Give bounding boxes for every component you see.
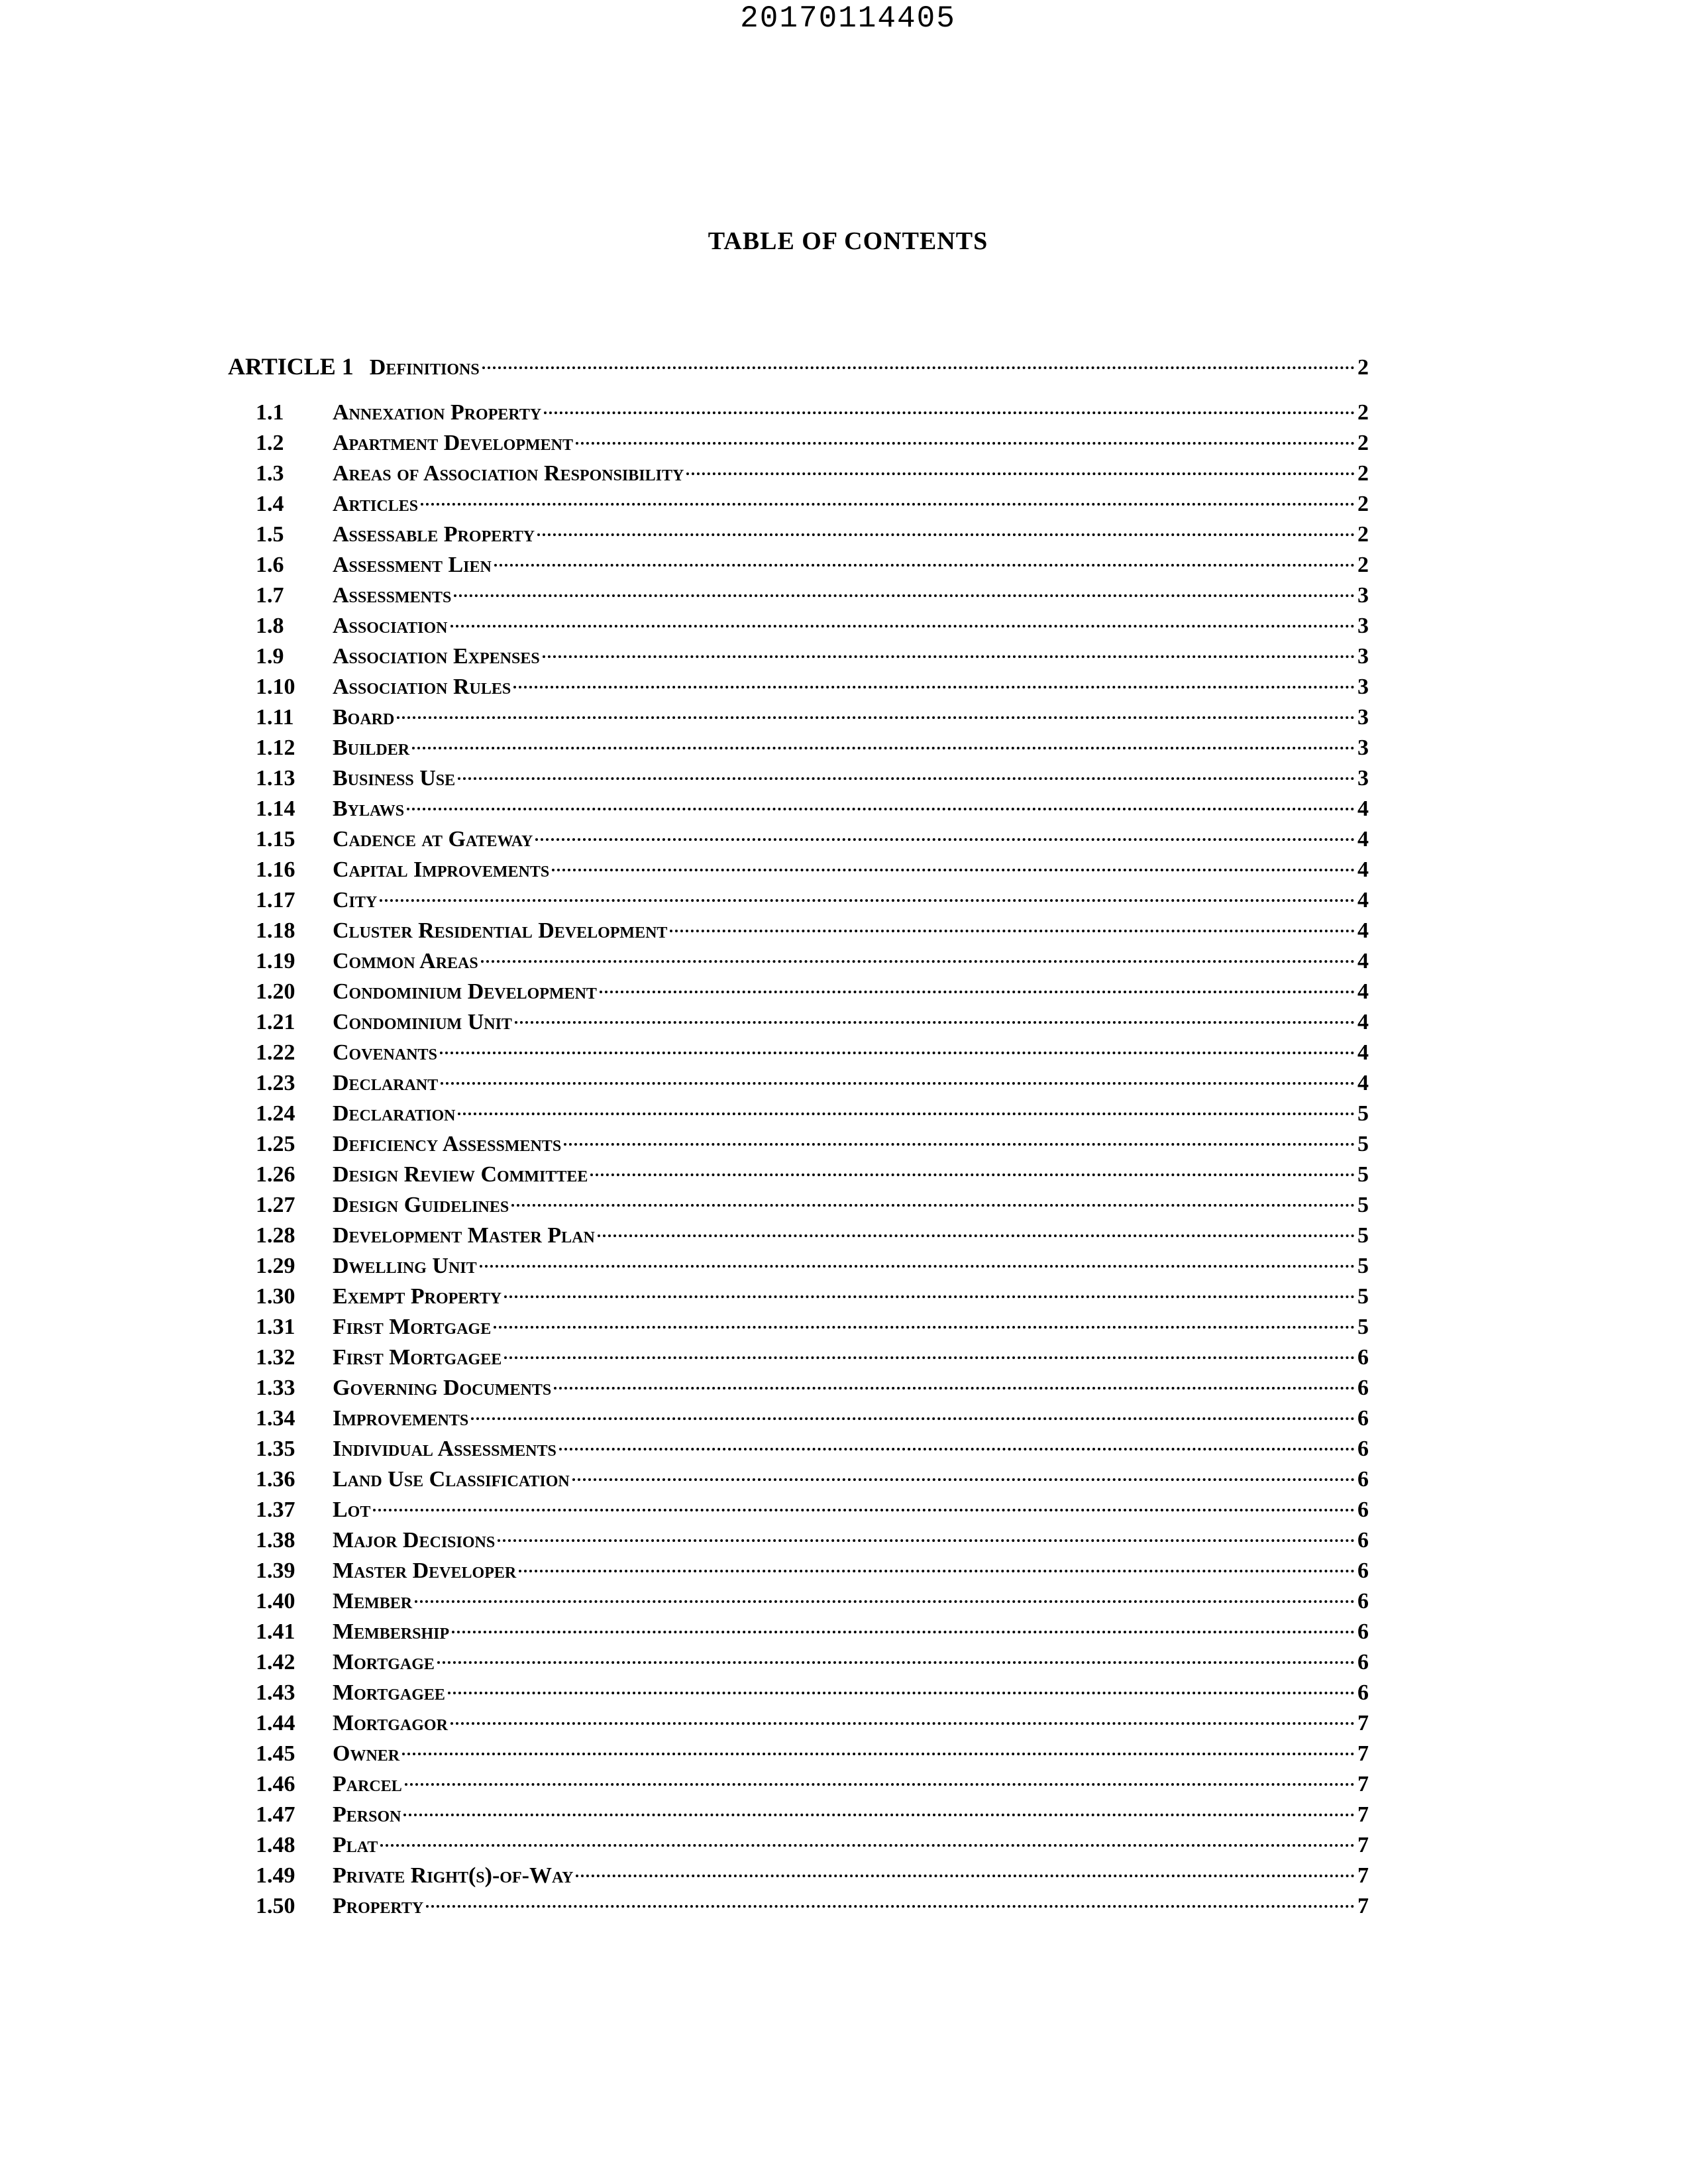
entry-number: 1.16 — [256, 857, 295, 882]
entry-title: Governing Documents — [333, 1376, 552, 1400]
toc-entry[interactable] — [256, 702, 1369, 733]
entry-title: Member — [333, 1589, 413, 1613]
entry-title: Lot — [333, 1498, 371, 1522]
entry-number: 1.26 — [256, 1162, 295, 1187]
entry-page-number: 5 — [1357, 1193, 1369, 1217]
article-label: ARTICLE 1 — [228, 353, 354, 380]
entry-title: Mortgagee — [333, 1680, 445, 1705]
entry-number: 1.18 — [256, 918, 295, 943]
entry-title: Condominium Development — [333, 979, 597, 1004]
entry-number: 1.45 — [256, 1741, 295, 1766]
dot-leader — [576, 442, 1355, 445]
toc-entry[interactable] — [256, 672, 1369, 702]
entry-page-number: 5 — [1357, 1223, 1369, 1248]
toc-entry[interactable] — [256, 398, 1369, 428]
entry-number: 1.44 — [256, 1711, 295, 1735]
entry-number: 1.38 — [256, 1528, 295, 1553]
dot-leader — [511, 1204, 1355, 1207]
entry-page-number: 3 — [1357, 644, 1369, 669]
entry-page-number: 7 — [1357, 1802, 1369, 1827]
entry-page-number: 4 — [1357, 979, 1369, 1004]
toc-entry[interactable] — [256, 1830, 1369, 1861]
entry-page-number: 6 — [1357, 1619, 1369, 1644]
dot-leader — [554, 1387, 1355, 1390]
dot-leader — [494, 564, 1355, 567]
entry-number: 1.9 — [256, 644, 284, 669]
dot-leader — [572, 1478, 1355, 1481]
entry-number: 1.17 — [256, 888, 295, 912]
entry-title: Bylaws — [333, 796, 405, 821]
dot-leader — [458, 1113, 1355, 1115]
entry-page-number: 4 — [1357, 827, 1369, 851]
dot-leader — [590, 1174, 1355, 1176]
toc-entry[interactable] — [256, 916, 1369, 946]
dot-leader — [402, 1753, 1355, 1755]
toc-entry[interactable] — [256, 1678, 1369, 1708]
dot-leader — [454, 594, 1355, 597]
toc-entry[interactable] — [256, 1099, 1369, 1129]
entry-number: 1.46 — [256, 1772, 295, 1796]
entry-number: 1.32 — [256, 1345, 295, 1370]
toc-entry[interactable] — [256, 1007, 1369, 1038]
entry-number: 1.23 — [256, 1071, 295, 1095]
entry-title: Person — [333, 1802, 401, 1827]
dot-leader — [380, 899, 1355, 902]
entry-title: Assessments — [333, 583, 452, 608]
toc-entry[interactable] — [256, 1282, 1369, 1312]
toc-entry[interactable] — [256, 1434, 1369, 1464]
entry-page-number: 3 — [1357, 705, 1369, 730]
toc-entry[interactable] — [256, 1495, 1369, 1525]
entry-page-number: 2 — [1357, 400, 1369, 425]
entry-page-number: 4 — [1357, 1071, 1369, 1095]
dot-leader — [405, 1783, 1355, 1786]
entry-page-number: 4 — [1357, 1010, 1369, 1034]
entry-page-number: 7 — [1357, 1741, 1369, 1766]
toc-entry[interactable] — [256, 977, 1369, 1007]
toc-entry[interactable] — [256, 611, 1369, 641]
entry-title: Design Review Committee — [333, 1162, 588, 1187]
dot-leader — [600, 991, 1355, 993]
toc-article-heading[interactable] — [228, 351, 1369, 382]
entry-number: 1.5 — [256, 522, 284, 547]
toc-entry[interactable] — [256, 1891, 1369, 1922]
dot-leader — [564, 1143, 1355, 1146]
toc-entry[interactable] — [256, 1617, 1369, 1647]
entry-page-number: 7 — [1357, 1833, 1369, 1857]
entry-page-number: 5 — [1357, 1315, 1369, 1339]
entry-title: Assessable Property — [333, 522, 535, 547]
entry-title: Declarant — [333, 1071, 439, 1095]
entry-title: Dwelling Unit — [333, 1254, 477, 1278]
toc-entry[interactable] — [256, 1647, 1369, 1678]
entry-page-number: 3 — [1357, 614, 1369, 638]
toc-entry[interactable] — [256, 641, 1369, 672]
toc-entry[interactable] — [256, 1708, 1369, 1739]
dot-leader — [437, 1661, 1355, 1664]
dot-leader — [450, 1722, 1355, 1725]
toc-entry[interactable] — [256, 550, 1369, 580]
dot-leader — [458, 777, 1355, 780]
dot-leader — [471, 1417, 1355, 1420]
toc-entry[interactable] — [256, 1038, 1369, 1068]
dot-leader — [448, 1692, 1355, 1694]
entry-number: 1.41 — [256, 1619, 295, 1644]
entry-number: 1.27 — [256, 1193, 295, 1217]
entry-title: Assessment Lien — [333, 553, 492, 577]
entry-number: 1.29 — [256, 1254, 295, 1278]
entry-page-number: 6 — [1357, 1437, 1369, 1461]
dot-leader — [373, 1509, 1355, 1511]
dot-leader — [535, 838, 1355, 841]
entry-number: 1.49 — [256, 1863, 295, 1888]
toc-entry[interactable] — [256, 1190, 1369, 1221]
dot-leader — [441, 1082, 1355, 1085]
entry-page-number: 3 — [1357, 736, 1369, 760]
dot-leader — [403, 1814, 1355, 1816]
entry-page-number: 2 — [1357, 431, 1369, 455]
toc-entry[interactable] — [256, 885, 1369, 916]
entry-title: Builder — [333, 736, 410, 760]
entry-title: Exempt Property — [333, 1284, 502, 1309]
entry-number: 1.8 — [256, 614, 284, 638]
article-title: Definitions — [369, 355, 480, 380]
entry-number: 1.15 — [256, 827, 295, 851]
entry-title: Owner — [333, 1741, 400, 1766]
entry-page-number: 6 — [1357, 1467, 1369, 1492]
toc-entry[interactable] — [256, 1861, 1369, 1891]
dot-leader — [481, 960, 1355, 963]
page-title: TABLE OF CONTENTS — [708, 227, 988, 255]
entry-page-number: 2 — [1357, 492, 1369, 516]
entry-title: Covenants — [333, 1040, 437, 1065]
dot-leader — [426, 1905, 1355, 1908]
entry-number: 1.2 — [256, 431, 284, 455]
entry-page-number: 2 — [1357, 461, 1369, 486]
entry-number: 1.12 — [256, 736, 295, 760]
entry-page-number: 6 — [1357, 1528, 1369, 1553]
entry-number: 1.50 — [256, 1894, 295, 1918]
dot-leader — [407, 808, 1355, 810]
entry-title: Articles — [333, 492, 419, 516]
entry-title: Condominium Unit — [333, 1010, 512, 1034]
dot-leader — [440, 1052, 1355, 1054]
toc-entry[interactable] — [256, 824, 1369, 855]
dot-leader — [504, 1356, 1355, 1359]
entry-title: Mortgagor — [333, 1711, 448, 1735]
entry-number: 1.24 — [256, 1101, 295, 1126]
toc-entry[interactable] — [256, 763, 1369, 794]
entry-number: 1.14 — [256, 796, 295, 821]
entry-title: Capital Improvements — [333, 857, 550, 882]
entry-page-number: 5 — [1357, 1284, 1369, 1309]
entry-page-number: 2 — [1357, 522, 1369, 547]
entry-title: Major Decisions — [333, 1528, 496, 1553]
toc-entry[interactable] — [256, 1129, 1369, 1160]
entry-title: Parcel — [333, 1772, 402, 1796]
dot-leader — [452, 1631, 1355, 1633]
entry-title: Business Use — [333, 766, 456, 791]
toc-entry[interactable] — [256, 1769, 1369, 1800]
entry-page-number: 4 — [1357, 857, 1369, 882]
entry-page-number: 6 — [1357, 1345, 1369, 1370]
entry-number: 1.43 — [256, 1680, 295, 1705]
entry-title: Annexation Property — [333, 400, 542, 425]
dot-leader — [480, 1265, 1355, 1268]
entry-page-number: 2 — [1357, 553, 1369, 577]
toc-entry[interactable] — [256, 1464, 1369, 1495]
entry-page-number: 3 — [1357, 583, 1369, 608]
entry-page-number: 6 — [1357, 1406, 1369, 1431]
entry-title: Association Expenses — [333, 644, 540, 669]
dot-leader — [421, 503, 1355, 506]
entry-title: Design Guidelines — [333, 1193, 509, 1217]
entry-page-number: 6 — [1357, 1498, 1369, 1522]
dot-leader — [537, 533, 1355, 536]
entry-page-number: 7 — [1357, 1772, 1369, 1796]
entry-page-number: 4 — [1357, 949, 1369, 973]
entry-number: 1.47 — [256, 1802, 295, 1827]
toc-entry[interactable] — [256, 1221, 1369, 1251]
article-page-number: 2 — [1357, 355, 1369, 380]
entry-title: First Mortgage — [333, 1315, 492, 1339]
entry-number: 1.13 — [256, 766, 295, 791]
dot-leader — [397, 716, 1355, 719]
dot-leader — [544, 411, 1355, 414]
entry-number: 1.7 — [256, 583, 284, 608]
entry-number: 1.25 — [256, 1132, 295, 1156]
entry-number: 1.31 — [256, 1315, 295, 1339]
entry-page-number: 6 — [1357, 1650, 1369, 1674]
toc-entry[interactable] — [256, 1800, 1369, 1830]
entry-number: 1.19 — [256, 949, 295, 973]
dot-leader — [515, 1021, 1355, 1024]
toc-entry[interactable] — [256, 733, 1369, 763]
entry-page-number: 5 — [1357, 1132, 1369, 1156]
entry-title: Plat — [333, 1833, 378, 1857]
entry-page-number: 6 — [1357, 1680, 1369, 1705]
toc-entry[interactable] — [256, 459, 1369, 489]
entry-number: 1.39 — [256, 1558, 295, 1583]
entry-number: 1.4 — [256, 492, 284, 516]
entry-page-number: 4 — [1357, 796, 1369, 821]
dot-leader — [552, 869, 1355, 871]
dot-leader — [598, 1234, 1355, 1237]
entry-title: Apartment Development — [333, 431, 573, 455]
entry-page-number: 3 — [1357, 675, 1369, 699]
entry-title: Mortgage — [333, 1650, 435, 1674]
entry-page-number: 4 — [1357, 888, 1369, 912]
entry-title: Deficiency Assessments — [333, 1132, 562, 1156]
entry-title: Improvements — [333, 1406, 469, 1431]
toc-entry[interactable] — [256, 428, 1369, 459]
dot-leader — [559, 1448, 1355, 1450]
toc-entry[interactable] — [256, 1586, 1369, 1617]
entry-title: Common Areas — [333, 949, 478, 973]
toc-entry-list — [256, 398, 1369, 1922]
entry-title: Property — [333, 1894, 424, 1918]
entry-number: 1.6 — [256, 553, 284, 577]
entry-number: 1.20 — [256, 979, 295, 1004]
dot-leader — [670, 930, 1355, 932]
entry-number: 1.10 — [256, 675, 295, 699]
toc-entry[interactable] — [256, 489, 1369, 519]
toc-entry[interactable] — [256, 519, 1369, 550]
entry-title: Membership — [333, 1619, 450, 1644]
toc-entry[interactable] — [256, 1739, 1369, 1769]
document-number: 20170114405 — [740, 1, 956, 36]
toc-entry[interactable] — [256, 1373, 1369, 1403]
entry-number: 1.22 — [256, 1040, 295, 1065]
entry-page-number: 5 — [1357, 1101, 1369, 1126]
toc-entry[interactable] — [256, 1312, 1369, 1342]
entry-number: 1.37 — [256, 1498, 295, 1522]
entry-page-number: 7 — [1357, 1711, 1369, 1735]
entry-title: Land Use Classification — [333, 1467, 570, 1492]
toc-entry[interactable] — [256, 1403, 1369, 1434]
entry-title: Private Right(s)-of-Way — [333, 1863, 574, 1888]
dot-leader — [504, 1295, 1355, 1298]
entry-title: First Mortgagee — [333, 1345, 502, 1370]
entry-number: 1.3 — [256, 461, 284, 486]
entry-title: Association — [333, 614, 448, 638]
toc-entry[interactable] — [256, 1525, 1369, 1556]
toc-entry[interactable] — [256, 855, 1369, 885]
toc-entry[interactable] — [256, 1160, 1369, 1190]
entry-number: 1.30 — [256, 1284, 295, 1309]
entry-number: 1.35 — [256, 1437, 295, 1461]
entry-title: City — [333, 888, 378, 912]
entry-number: 1.28 — [256, 1223, 295, 1248]
entry-page-number: 3 — [1357, 766, 1369, 791]
entry-page-number: 6 — [1357, 1558, 1369, 1583]
toc-entry[interactable] — [256, 1251, 1369, 1282]
dot-leader — [519, 1570, 1355, 1572]
toc-entry[interactable] — [256, 580, 1369, 611]
entry-number: 1.34 — [256, 1406, 295, 1431]
entry-page-number: 7 — [1357, 1894, 1369, 1918]
dot-leader — [450, 625, 1355, 628]
entry-title: Cadence at Gateway — [333, 827, 533, 851]
entry-title: Development Master Plan — [333, 1223, 595, 1248]
entry-page-number: 5 — [1357, 1162, 1369, 1187]
toc-entry[interactable] — [256, 794, 1369, 824]
toc-entry[interactable] — [256, 946, 1369, 977]
entry-number: 1.40 — [256, 1589, 295, 1613]
entry-number: 1.1 — [256, 400, 284, 425]
entry-page-number: 4 — [1357, 918, 1369, 943]
dot-leader — [686, 472, 1355, 475]
dot-leader — [576, 1875, 1355, 1877]
entry-title: Association Rules — [333, 675, 511, 699]
entry-page-number: 6 — [1357, 1589, 1369, 1613]
dot-leader — [513, 686, 1355, 688]
entry-page-number: 6 — [1357, 1376, 1369, 1400]
entry-page-number: 5 — [1357, 1254, 1369, 1278]
entry-page-number: 7 — [1357, 1863, 1369, 1888]
entry-title: Master Developer — [333, 1558, 517, 1583]
dot-leader — [543, 655, 1355, 658]
entry-number: 1.48 — [256, 1833, 295, 1857]
entry-number: 1.42 — [256, 1650, 295, 1674]
entry-title: Board — [333, 705, 395, 730]
entry-title: Cluster Residential Development — [333, 918, 668, 943]
entry-number: 1.36 — [256, 1467, 295, 1492]
toc-entry[interactable] — [256, 1068, 1369, 1099]
dot-leader — [498, 1539, 1355, 1542]
entry-number: 1.21 — [256, 1010, 295, 1034]
dot-leader — [494, 1326, 1355, 1329]
entry-title: Individual Assessments — [333, 1437, 556, 1461]
toc-entry[interactable] — [256, 1556, 1369, 1586]
entry-page-number: 4 — [1357, 1040, 1369, 1065]
dot-leader — [482, 366, 1355, 369]
toc-entry[interactable] — [256, 1342, 1369, 1373]
dot-leader — [412, 747, 1355, 749]
dot-leader — [380, 1844, 1355, 1847]
entry-title: Declaration — [333, 1101, 456, 1126]
entry-number: 1.33 — [256, 1376, 295, 1400]
entry-title: Areas of Association Responsibility — [333, 461, 684, 486]
dot-leader — [415, 1600, 1355, 1603]
entry-number: 1.11 — [256, 705, 294, 730]
